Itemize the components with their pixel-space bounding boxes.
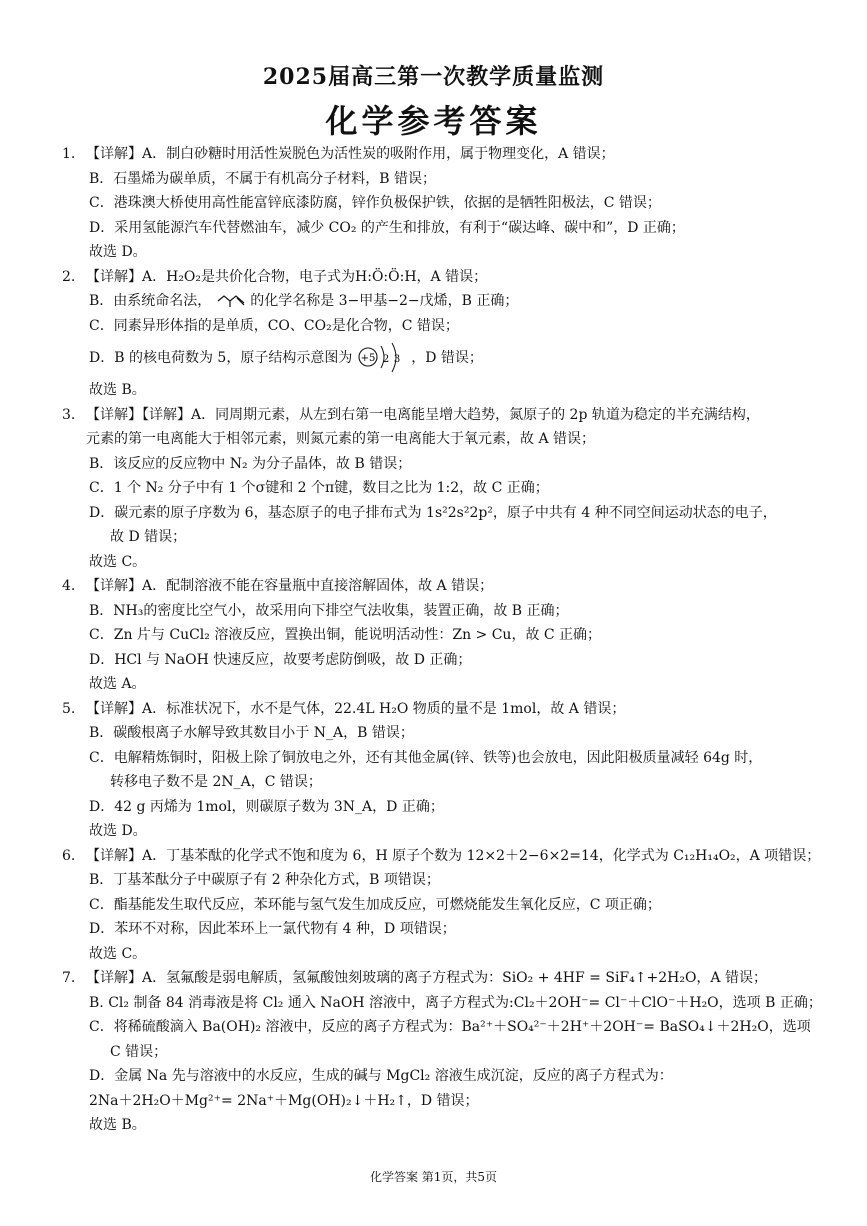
answer-line: C 错误； [110, 1043, 168, 1060]
answer-line: 7. 【详解】A．氢氟酸是弱电解质，氢氟酸蚀刻玻璃的离子方程式为：SiO₂ + 4HF = SiF₄↑+2H₂O，A 错误； [0, 966, 867, 991]
answer-line: 故选 D。 [89, 823, 147, 839]
answer-line: 故选 D。 [89, 244, 147, 260]
question-1 [0, 142, 867, 265]
skeletal-formula-icon [216, 292, 246, 310]
answer-line: 故选 B。 [89, 1117, 146, 1133]
nucleus-charge: +5 [360, 353, 376, 364]
page-footer: 化学答案 第1页，共5页 [369, 1170, 498, 1184]
answer-line: C．1 个 N₂ 分子中有 1 个σ键和 2 个π键，数目之比为 1:2，故 C 正确； [89, 480, 549, 496]
answer-line: D．B 的核电荷数为 5，原子结构示意图为 +5 2 3 ，D 错误； [0, 338, 867, 378]
shell-electrons: 2 [382, 354, 389, 365]
question-6 [0, 844, 867, 967]
question-number: 1. [62, 146, 76, 162]
answer-line: B．NH₃的密度比空气小，故采用向下排空气法收集，装置正确，故 B 正确； [89, 602, 569, 619]
answer-line: 4. 【详解】A．配制溶液不能在容量瓶中直接溶解固体，故 A 错误； [0, 574, 867, 599]
answer-line: 元素的第一电离能大于相邻元素，则氮元素的第一电离能大于氧元素，故 A 错误； [86, 431, 596, 447]
question-5 [0, 697, 867, 844]
question-number: 4. [62, 578, 76, 594]
document-heading: 化学参考答案 [325, 102, 542, 140]
answer-line: 故选 C。 [89, 553, 147, 570]
answer-line: 3. 【详解】【详解】A．同周期元素，从左到右第一电离能呈增大趋势，氮原子的 2p 轨道为稳定的半充满结构， [0, 403, 867, 428]
answer-line: D．苯环不对称，因此苯环上一氯代物有 4 种，D 项错误； [89, 921, 456, 937]
answer-line: C．港珠澳大桥使用高性能富锌底漆防腐，锌作负极保护铁，依据的是牺牲阳极法，C 错误； [89, 195, 661, 211]
answer-line: C．将稀硫酸滴入 Ba(OH)₂ 溶液中，反应的离子方程式为：Ba²⁺＋SO₄²⁻＋2H⁺＋2OH⁻= BaSO₄↓＋2H₂O，选项 [89, 1019, 811, 1035]
answer-line: B. Cl₂ 制备 84 消毒液是将 Cl₂ 通入 NaOH 溶液中，离子方程式为:Cl₂＋2OH⁻= Cl⁻＋ClO⁻＋H₂O，选项 B 正确； [89, 994, 822, 1011]
shell-electrons: 3 [393, 354, 400, 365]
question-3 [0, 403, 867, 575]
answer-line: 5. 【详解】A．标准状况下，水不是气体，22.4L H₂O 物质的量不是 1mol，故 A 错误； [0, 697, 867, 722]
answer-line: B．丁基苯酞分子中碳原子有 2 种杂化方式，B 项错误； [89, 872, 440, 888]
answer-line: C．Zn 片与 CuCl₂ 溶液反应，置换出铜，能说明活动性：Zn > Cu，故 C 正确； [89, 627, 602, 643]
answer-line: B．该反应的反应物中 N₂ 为分子晶体，故 B 错误； [89, 455, 412, 472]
answer-content [0, 142, 867, 1138]
question-number: 3. [62, 406, 76, 423]
question-number: 7. [62, 970, 76, 986]
answer-line: C．同素异形体指的是单质，CO、CO₂是化合物，C 错误； [89, 317, 459, 334]
question-2 [0, 265, 867, 403]
answer-line: 转移电子数不是 2N_A，C 错误； [110, 774, 322, 790]
answer-line: 故选 B。 [89, 382, 146, 398]
answer-line: D．金属 Na 先与溶液中的水反应，生成的碱与 MgCl₂ 溶液生成沉淀，反应的离子方程式为： [89, 1068, 673, 1084]
answer-line: B．碳酸根离子水解导致其数目小于 N_A，B 错误； [89, 725, 414, 741]
answer-line: 2Na＋2H₂O＋Mg²⁺= 2Na⁺＋Mg(OH)₂↓＋H₂↑，D 错误； [89, 1092, 479, 1109]
question-7 [0, 966, 867, 1138]
answer-line: D．42 g 丙烯为 1mol，则碳原子数为 3N_A，D 正确； [89, 798, 444, 815]
answer-line: C．酯基能发生取代反应，苯环能与氢气发生加成反应，可燃烧能发生氧化反应，C 项正确； [89, 896, 661, 913]
exam-title: 2025届高三第一次教学质量监测 [262, 64, 605, 90]
answer-line: 1. 【详解】A．制白砂糖时用活性炭脱色为活性炭的吸附作用，属于物理变化，A 错误； [0, 142, 867, 167]
answer-line: 6. 【详解】A．丁基苯酞的化学式不饱和度为 6，H 原子个数为 12×2＋2−6×2=14，化学式为 C₁₂H₁₄O₂，A 项错误； [0, 844, 867, 869]
answer-line: B．由系统命名法， 的化学名称是 3−甲基−2−戊烯，B 正确； [89, 293, 519, 309]
answer-line: D．HCl 与 NaOH 快速反应，故要考虑防倒吸，故 D 正确； [89, 651, 472, 668]
question-4 [0, 574, 867, 697]
answer-line: 故选 C。 [89, 945, 147, 962]
answer-line: 故 D 错误； [110, 529, 187, 545]
answer-line: D．采用氢能源汽车代替燃油车，减少 CO₂ 的产生和排放，有利于“碳达峰、碳中和”，D 正确； [89, 219, 685, 236]
atomic-structure-icon [357, 340, 407, 376]
answer-line: 故选 A。 [89, 676, 146, 692]
answer-line: C．电解精炼铜时，阳极上除了铜放电之外，还有其他金属(锌、铁等)也会放电，因此阳极质量减轻 64g 时， [89, 749, 763, 766]
answer-line: 2. 【详解】A．H₂O₂是共价化合物，电子式为H:Ö:Ö:H，A 错误； [0, 265, 867, 290]
answer-line: D．碳元素的原子序数为 6，基态原子的电子排布式为 1s²2s²2p²，原子中共有 4 种不同空间运动状态的电子， [89, 504, 777, 521]
question-number: 6. [62, 847, 76, 864]
question-number: 2. [62, 268, 76, 285]
answer-line: B．石墨烯为碳单质，不属于有机高分子材料，B 错误； [89, 170, 437, 187]
question-number: 5. [62, 700, 76, 717]
